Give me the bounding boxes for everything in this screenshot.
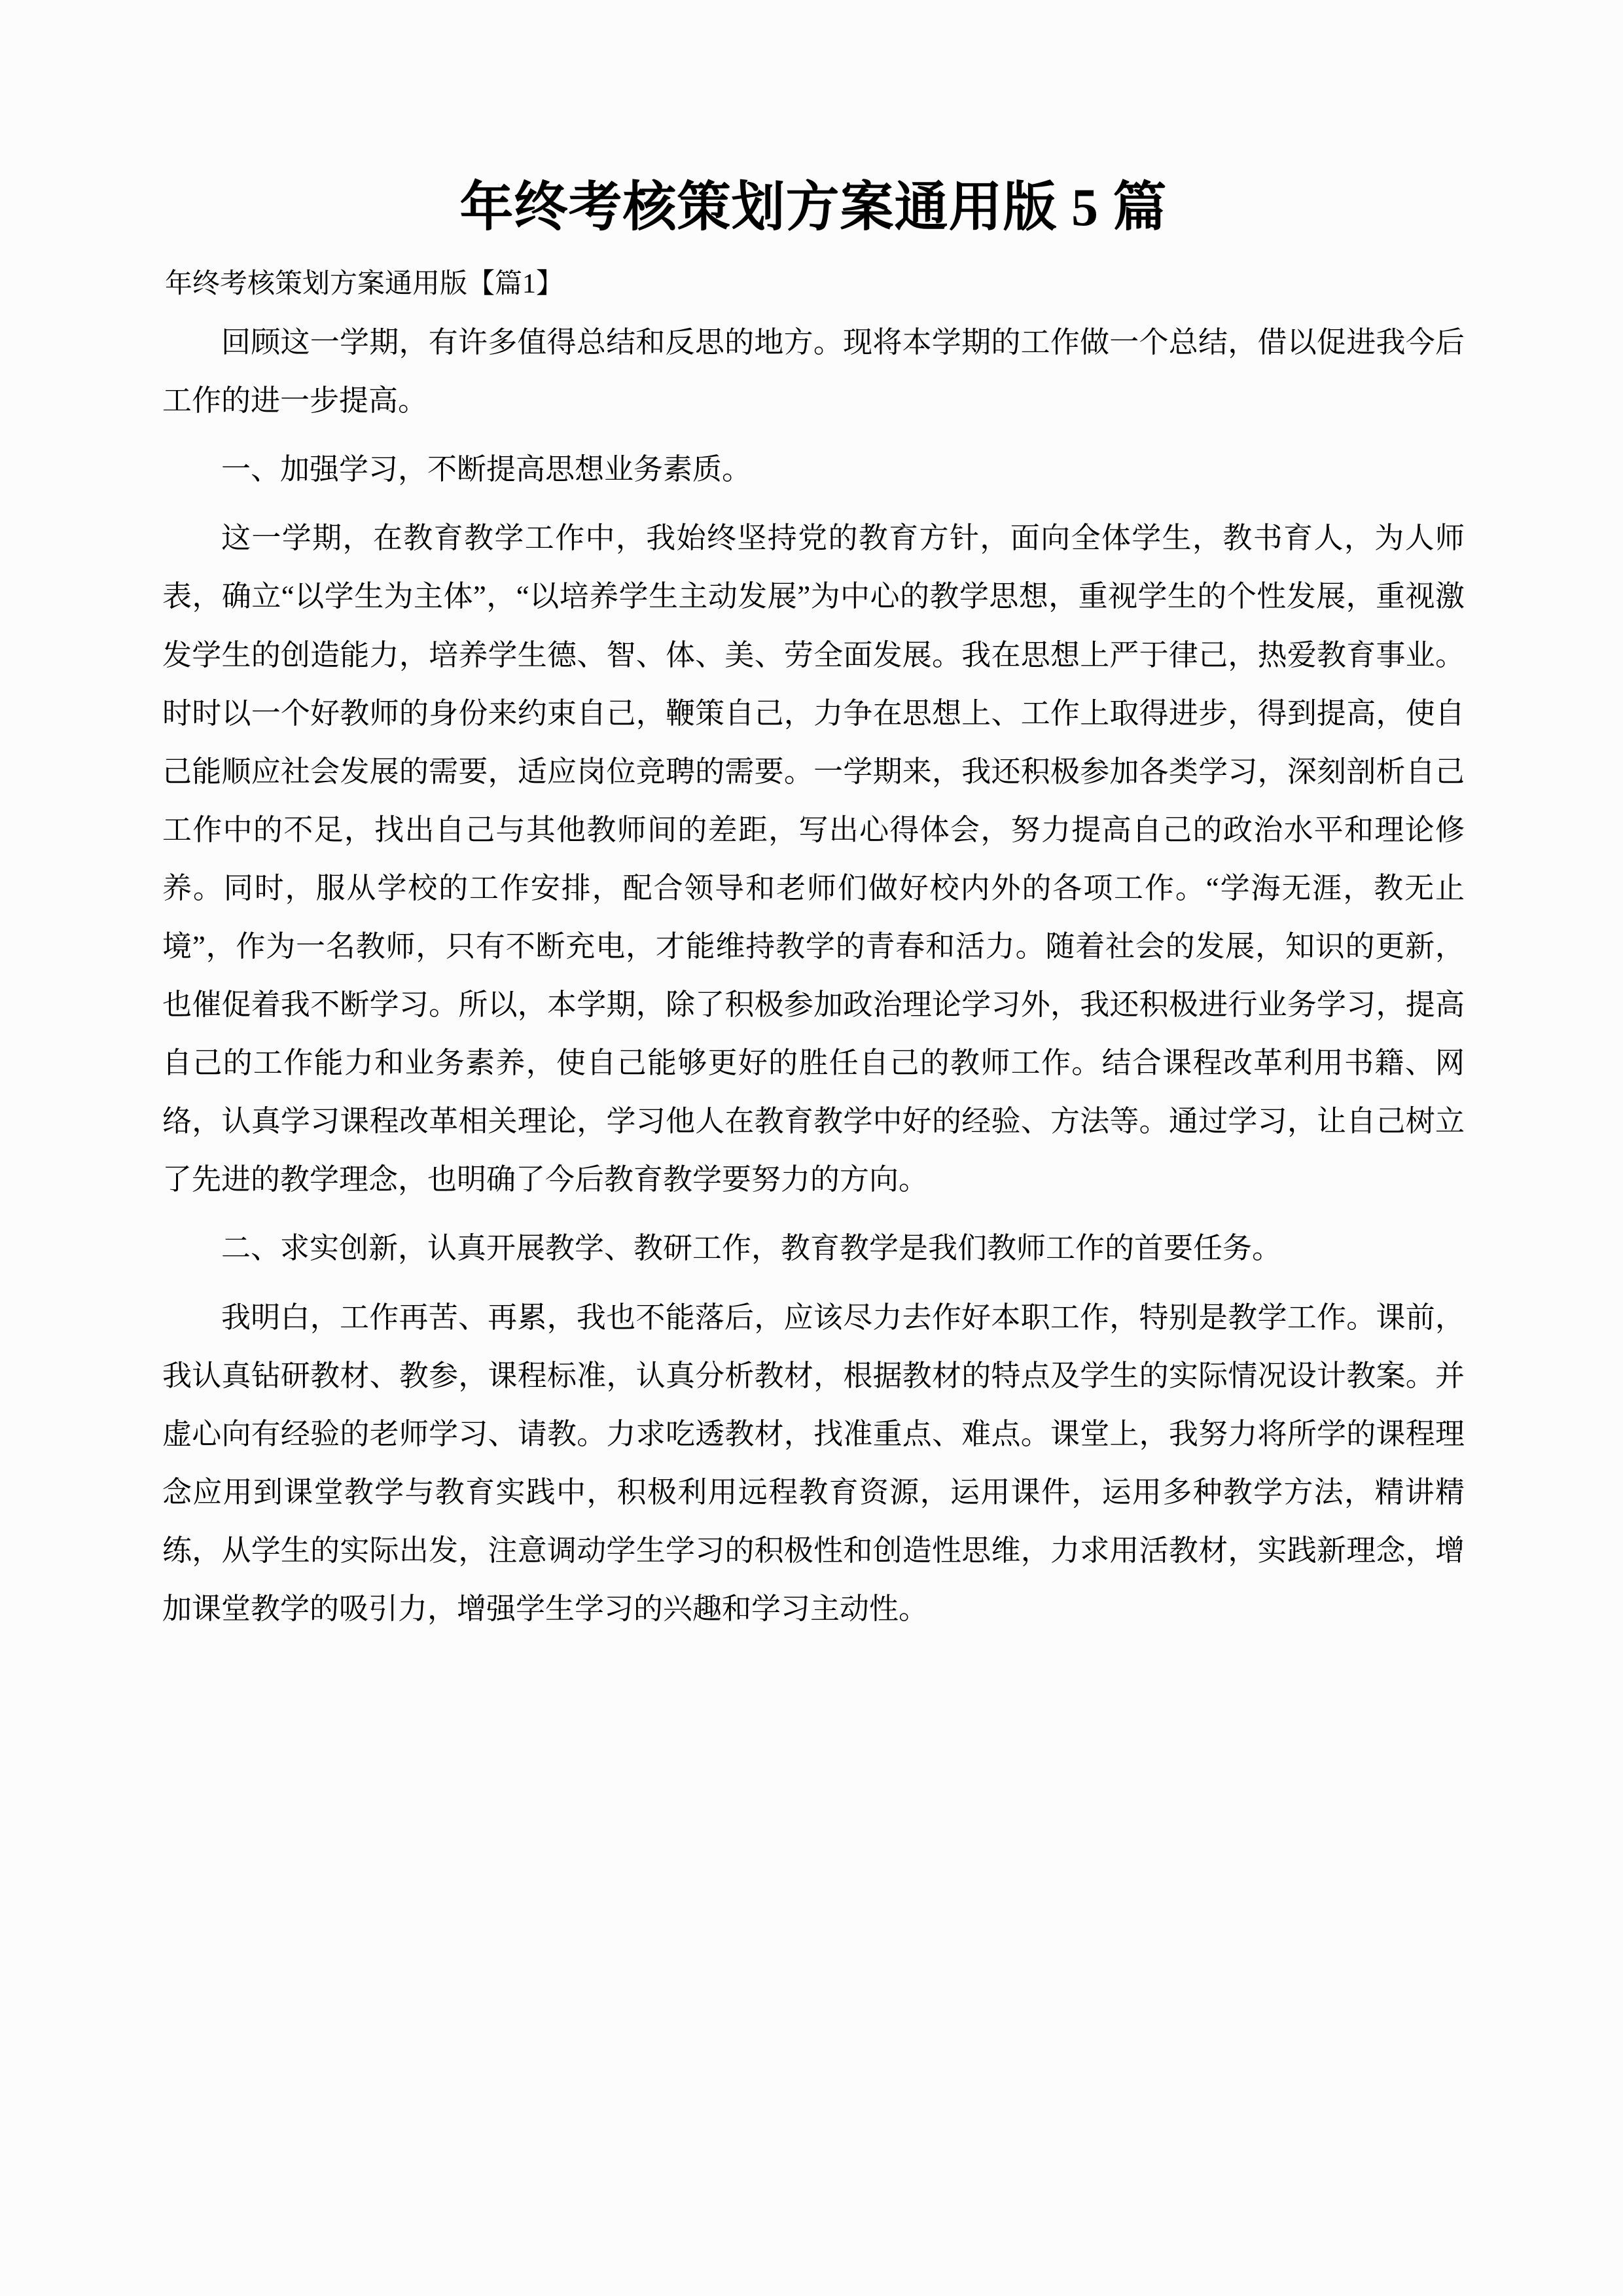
document-subtitle: 年终考核策划方案通用版【篇1】 bbox=[165, 269, 564, 300]
section-one-heading: 一、加强学习，不断提高思想业务素质。 bbox=[221, 453, 752, 486]
paragraph-section-one-body: 这一学期，在教育教学工作中，我始终坚持党的教育方针，面向全体学生，教书育人，为人师表，确立“以学生为主体”，“以培养学生主动发展”为中心的教学思想，重视学生的个性发展，重视激发学生的创造能力，培养学生德、智、体、美、劳全面发展。我在思想上严于律己，热爱教育事业。时时以一个好教师的身份来约束自己，鞭策自己，力争在思想上、工作上取得进步，得到提高，使自己能顺应社会发展的需要，适应岗位竞聘的需要。一学期来，我还积极参加各类学习，深刻剖析自己工作中的不足，找出自己与其他教师间的差距，写出心得体会，努力提高自己的政治水平和理论修养。同时，服从学校的工作安排，配合领导和老师们做好校内外的各项工作。“学海无涯，教无止境”，作为一名教师，只有不断充电，才能维持教学的青春和活力。随着社会的发展，知识的更新，也催促着我不断学习。所以，本学期，除了积极参加政治理论学习外，我还积极进行业务学习，提高自己的工作能力和业务素养，使自己能够更好的胜任自己的教师工作。结合课程改革利用书籍、网络，认真学习课程改革相关理论，学习他人在教育教学中好的经验、方法等。通过学习，让自己树立了先进的教学理念，也明确了今后教育教学要努力的方向。 bbox=[162, 522, 1465, 1196]
paragraph-intro: 回顾这一学期，有许多值得总结和反思的地方。现将本学期的工作做一个总结，借以促进我今后工作的进一步提高。 bbox=[162, 326, 1465, 418]
section-two-heading: 二、求实创新，认真开展教学、教研工作，教育教学是我们教师工作的首要任务。 bbox=[221, 1232, 1282, 1265]
page-title: 年终考核策划方案通用版 5 篇 bbox=[459, 177, 1168, 237]
document-content bbox=[162, 0, 1465, 1638]
paragraph-section-two-body: 我明白，工作再苦、再累，我也不能落后，应该尽力去作好本职工作，特别是教学工作。课前，我认真钻研教材、教参，课程标准，认真分析教材，根据教材的特点及学生的实际情况设计教案。并虚心向有经验的老师学习、请教。力求吃透教材，找准重点、难点。课堂上，我努力将所学的课程理念应用到课堂教学与教育实践中，积极利用远程教育资源，运用课件，运用多种教学方法，精讲精练，从学生的实际出发，注意调动学生学习的积极性和创造性思维，力求用活教材，实践新理念，增加课堂教学的吸引力，增强学生学习的兴趣和学习主动性。 bbox=[162, 1300, 1465, 1626]
